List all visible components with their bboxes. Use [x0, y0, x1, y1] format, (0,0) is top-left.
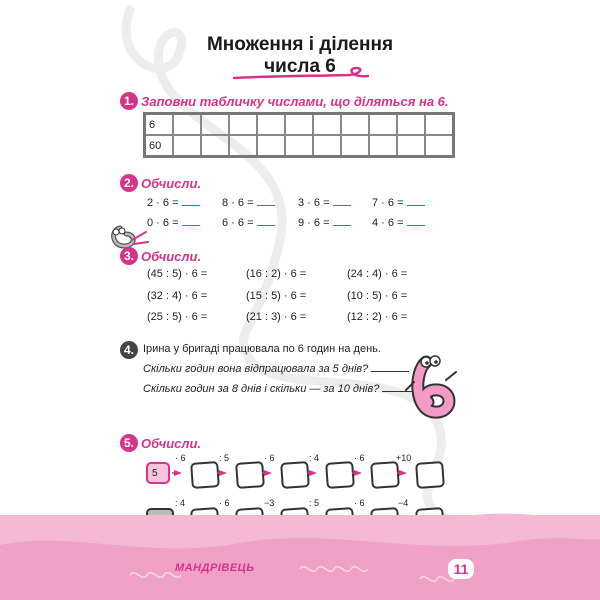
chain-operation: : 4: [309, 453, 320, 463]
expression: 3 · 6 =: [298, 196, 351, 209]
task-5-text: Обчисли.: [141, 435, 202, 451]
chain-operation: · 6: [219, 498, 230, 508]
chain-operation: · 6: [354, 498, 365, 508]
task-3-text: Обчисли.: [141, 248, 202, 264]
expression: 8 · 6 =: [222, 196, 275, 209]
expression: 7 · 6 =: [372, 196, 425, 209]
table-cell[interactable]: 6: [145, 114, 174, 136]
expression: (21 : 3) · 6 =: [246, 311, 307, 323]
word-problem-question: Скільки годин за 8 днів і скільки — за 10 днів?: [143, 381, 423, 397]
page-title: Множення і ділення: [206, 34, 394, 55]
chain-operation: · 6: [175, 453, 186, 463]
expression: (10 : 5) · 6 =: [347, 290, 408, 302]
chain-operation: −4: [398, 498, 409, 508]
chain-operation: · 6: [264, 453, 275, 463]
task-number-badge: 5.: [120, 434, 138, 452]
footer-wave: [0, 505, 600, 600]
expression: (45 : 5) · 6 =: [147, 268, 208, 280]
expression: (16 : 2) · 6 =: [246, 268, 307, 280]
table-cell[interactable]: 60: [145, 135, 174, 157]
expression: 0 · 6 =: [147, 216, 200, 229]
brand-logo: МАНДРІВЕЦЬ: [175, 562, 255, 574]
page-subtitle: числа 6: [264, 56, 336, 77]
page-number: 11: [448, 559, 474, 579]
chain-operation: · 6: [354, 453, 365, 463]
word-problem-question: Скільки годин вона відпрацювала за 5 днів?: [143, 361, 423, 377]
chain-operation: : 4: [175, 498, 186, 508]
task-2-text: Обчисли.: [141, 175, 202, 191]
task-number-badge: 2.: [120, 174, 138, 192]
expression: 9 · 6 =: [298, 216, 351, 229]
expression: (15 : 5) · 6 =: [246, 290, 307, 302]
expression: 2 · 6 =: [147, 196, 200, 209]
task-number-badge: 3.: [120, 247, 138, 265]
chain-start-box: 5: [146, 462, 170, 484]
expression: (25 : 5) · 6 =: [147, 311, 208, 323]
chain-operation: : 5: [219, 453, 230, 463]
expression: 4 · 6 =: [372, 216, 425, 229]
expression: (24 : 4) · 6 =: [347, 268, 408, 280]
word-problem-line: Ірина у бригаді працювала по 6 годин на день.: [143, 343, 381, 355]
task-1-text: Заповни табличку числами, що діляться на 6.: [141, 93, 449, 109]
task-number-badge: 4.: [120, 341, 138, 359]
chain-operation: −3: [264, 498, 275, 508]
chain-operation: : 5: [309, 498, 320, 508]
expression: (12 : 2) · 6 =: [347, 311, 408, 323]
task-number-badge: 1.: [120, 92, 138, 110]
expression: 6 · 6 =: [222, 216, 275, 229]
expression: (32 : 4) · 6 =: [147, 290, 208, 302]
chain-operation: +10: [396, 453, 412, 463]
